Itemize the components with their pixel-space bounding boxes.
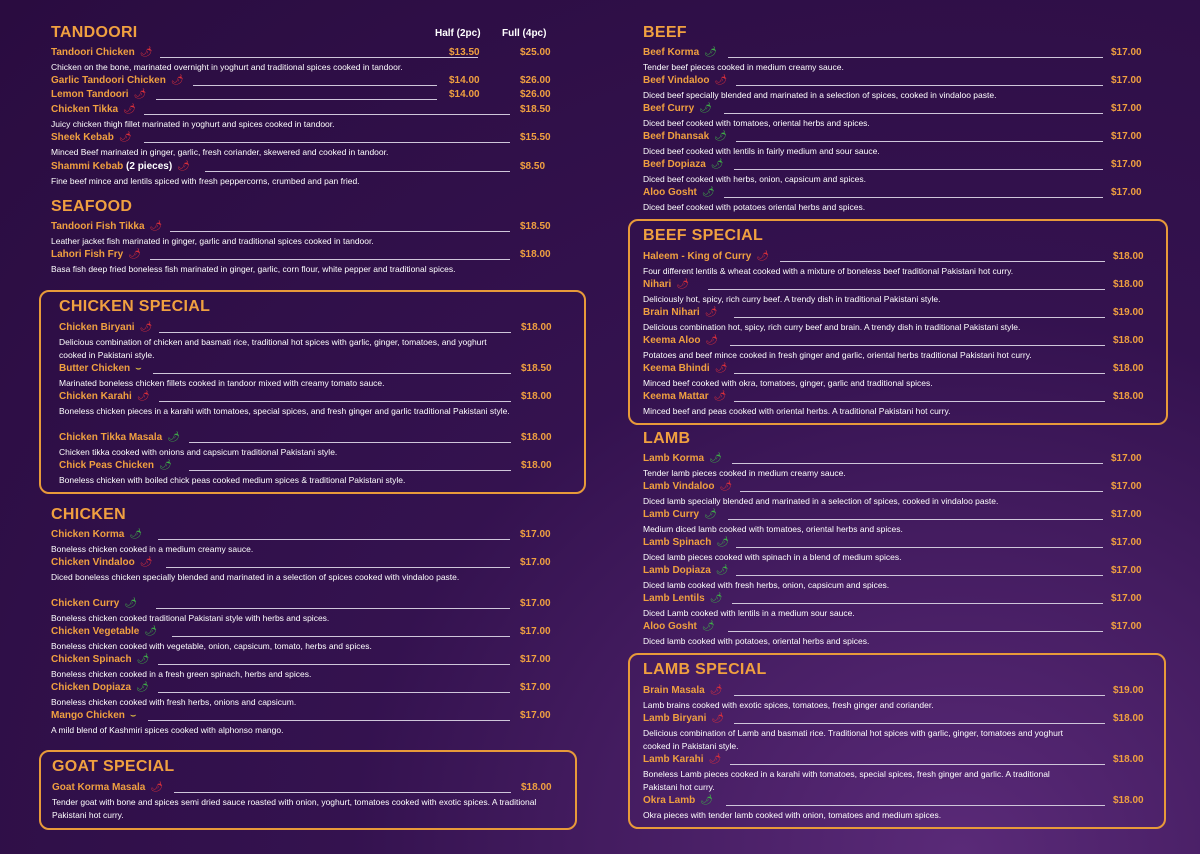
red-chili-icon: 🌶︎ [139, 47, 153, 58]
red-chili-icon: 🌶︎ [177, 161, 190, 172]
item-price: $18.50 [521, 363, 552, 374]
leader-line [170, 231, 510, 232]
item-name: Lamb Korma 🌶︎ [643, 453, 722, 464]
green-chili-icon: 🌶︎ [709, 593, 723, 604]
section-lamb-special [628, 653, 1166, 829]
item-description: Diced boneless chicken specially blended and marinated in a selection of spices cooked with vindaloo paste. [51, 572, 460, 582]
leader-line [728, 631, 1103, 632]
item-price: $19.00 [1113, 307, 1144, 318]
leader-line [736, 141, 1103, 142]
item-price: $18.00 [1113, 335, 1144, 346]
item-description: Marinated boneless chicken fillets cooked in tandoor mixed with creamy tomato sauce. [59, 378, 385, 388]
item-description: Boneless chicken cooked with vegetable, onion, capsicum, tomato, herbs and spices. [51, 641, 372, 651]
item-price: $17.00 [1111, 103, 1142, 114]
item-name: Chicken Vegetable 🌶︎ [51, 626, 158, 637]
item-name: Chicken Tikka 🌶︎ [51, 104, 136, 115]
item-price: $17.00 [1111, 537, 1142, 548]
item-description: Delicious combination hot, spicy, rich curry beef and brain. A trendy dish in traditional Pakistani style. [643, 322, 1021, 332]
item-description: Boneless chicken cooked with fresh herbs, onions and capsicum. [51, 697, 297, 707]
section-chicken [40, 506, 585, 741]
section-goat-special [39, 750, 577, 830]
leader-line [205, 171, 510, 172]
item-description: Chicken on the bone, marinated overnight in yoghurt and traditional spices cooked in tandoor. [51, 62, 403, 72]
item-description: Basa fish deep fried boneless fish marinated in ginger, garlic, corn flour, white pepper and traditional spices. [51, 264, 456, 274]
leader-line [158, 692, 510, 693]
leader-line [728, 519, 1103, 520]
leader-line [189, 470, 511, 471]
item-price: $18.00 [1113, 363, 1144, 374]
item-description: Diced beef cooked with potatoes oriental herbs and spices. [643, 202, 866, 212]
green-chili-icon: 🌶︎ [714, 131, 727, 142]
item-name: Nihari 🌶︎ [643, 279, 690, 290]
item-description: Tender lamb pieces cooked in medium creamy sauce. [643, 468, 846, 478]
green-chili-icon: 🌶︎ [700, 795, 713, 806]
item-name: Chicken Curry 🌶︎ [51, 598, 138, 609]
item-price: $18.00 [1113, 279, 1144, 290]
item-description: Boneless Lamb pieces cooked in a karahi with tomatoes, special spices, fresh ginger and garlic. A traditional Pakistani hot curry. [643, 769, 1050, 792]
item-name: Beef Korma 🌶︎ [643, 47, 717, 58]
item-name: Keema Aloo 🌶︎ [643, 335, 719, 346]
leader-line [150, 259, 510, 260]
section-lamb [628, 430, 1168, 645]
leader-line [166, 567, 510, 568]
leader-line [734, 401, 1105, 402]
red-chili-icon: 🌶︎ [704, 307, 718, 318]
item-description: Diced beef specially blended and marinated in a selection of spices, cooked in vindaloo paste. [643, 90, 997, 100]
red-chili-icon: 🌶︎ [711, 713, 725, 724]
item-description: Diced lamb cooked with potatoes, oriental herbs and spices. [643, 636, 870, 646]
leader-line [148, 720, 510, 721]
leader-line [726, 805, 1105, 806]
red-chili-icon: 🌶︎ [705, 335, 719, 346]
item-name: Okra Lamb 🌶︎ [643, 795, 713, 806]
red-chili-icon: 🌶︎ [714, 75, 728, 86]
green-chili-icon: 🌶︎ [167, 432, 180, 443]
item-description: Okra pieces with tender lamb cooked with onion, tomatoes and medium spices. [643, 810, 942, 820]
item-description: Leather jacket fish marinated in ginger, garlic and traditional spices cooked in tandoor. [51, 236, 374, 246]
item-price: $18.00 [521, 391, 552, 402]
item-price: $17.00 [520, 682, 551, 693]
item-description: Diced lamb specially blended and marinated in a selection of spices, cooked in vindaloo paste. [643, 496, 999, 506]
item-description: Diced beef cooked with tomatoes, oriental herbs and spices. [643, 118, 870, 128]
item-description: Minced beef cooked with okra, tomatoes, ginger, garlic and traditional spices. [643, 378, 933, 388]
item-price: $18.00 [1113, 795, 1144, 806]
item-name: Beef Dopiaza 🌶︎ [643, 159, 724, 170]
red-chili-icon: 🌶︎ [170, 75, 184, 86]
half-full-headers [435, 28, 595, 42]
green-chili-icon: 🌶︎ [704, 509, 717, 520]
item-name: Sheek Kebab 🌶︎ [51, 132, 132, 143]
item-name: Haleem - King of Curry 🌶︎ [643, 251, 770, 262]
item-description: Boneless chicken with boiled chick peas cooked medium spices & traditional Pakistani style. [59, 475, 406, 485]
red-chili-icon: 🌶︎ [708, 754, 722, 765]
item-price: $18.00 [1113, 713, 1144, 724]
item-price: $18.00 [1113, 251, 1144, 262]
item-description: Four different lentils & wheat cooked with a mixture of boneless beef traditional Pakistani hot curry. [643, 266, 1014, 276]
green-chili-icon: 🌶︎ [129, 529, 143, 540]
item-name: Lamb Spinach 🌶︎ [643, 537, 730, 548]
item-price: $18.00 [1113, 754, 1144, 765]
item-price: $19.00 [1113, 685, 1144, 696]
item-name: Beef Vindaloo 🌶︎ [643, 75, 728, 86]
item-name: Keema Mattar 🌶︎ [643, 391, 727, 402]
section-title: BEEF [643, 24, 687, 41]
green-chili-icon: 🌶︎ [124, 598, 138, 609]
item-name: Mango Chicken ⌣ [51, 710, 137, 721]
item-price: $18.50 [520, 104, 551, 115]
item-price: $18.50 [520, 221, 551, 232]
leader-line [728, 57, 1103, 58]
mango-icon: ⌣ [135, 363, 142, 374]
item-description: Medium diced lamb cooked with tomatoes, oriental herbs and spices. [643, 524, 903, 534]
item-description: Juicy chicken thigh fillet marinated in yoghurt and spices cooked in tandoor. [51, 119, 335, 129]
item-description: Delicious combination of chicken and basmati rice, traditional hot spices with garlic, ginger, tomatoes, and yoghurt cooked in Pakistani style. [59, 337, 487, 360]
section-title: TANDOORI [51, 24, 138, 41]
item-description: Minced beef and peas cooked with oriental herbs. A traditional Pakistani hot curry. [643, 406, 951, 416]
leader-line [159, 332, 511, 333]
item-description: Diced lamb cooked with fresh herbs, onion, capsicum and spices. [643, 580, 890, 590]
item-name: Beef Dhansak 🌶︎ [643, 131, 727, 142]
red-chili-icon: 🌶︎ [756, 251, 770, 262]
leader-line [736, 85, 1103, 86]
item-price: $17.00 [1111, 509, 1142, 520]
item-name: Chicken Vindaloo 🌶︎ [51, 557, 153, 568]
item-description: Diced beef cooked with herbs, onion, capsicum and spices. [643, 174, 867, 184]
item-price: $17.00 [1111, 621, 1142, 632]
green-chili-icon: 🌶︎ [701, 621, 715, 632]
leader-line [156, 608, 510, 609]
item-name: Chicken Tikka Masala 🌶︎ [59, 432, 180, 443]
half-header: Half (2pc) [435, 28, 481, 39]
leader-line [156, 99, 437, 100]
red-chili-icon: 🌶︎ [676, 279, 690, 290]
item-name: Chicken Spinach 🌶︎ [51, 654, 150, 665]
item-name: Shammi Kebab (2 pieces) 🌶︎ [51, 161, 190, 172]
section-tandoori [40, 24, 585, 194]
leader-line [734, 169, 1103, 170]
red-chili-icon: 🌶︎ [709, 685, 723, 696]
leader-line [732, 603, 1103, 604]
green-chili-icon: 🌶︎ [716, 537, 730, 548]
item-name: Lamb Karahi 🌶︎ [643, 754, 722, 765]
leader-line [144, 114, 510, 115]
item-price: $17.00 [1111, 187, 1142, 198]
item-price: $18.00 [1113, 391, 1144, 402]
item-description: Deliciously hot, spicy, rich curry beef. A trendy dish in traditional Pakistani style. [643, 294, 941, 304]
item-description: Lamb brains cooked with exotic spices, tomatoes, fresh ginger and coriander. [643, 700, 934, 710]
leader-line [158, 539, 510, 540]
full-header: Full (4pc) [502, 28, 547, 39]
item-name: Keema Bhindi 🌶︎ [643, 363, 728, 374]
item-price: $18.00 [521, 322, 552, 333]
red-chili-icon: 🌶︎ [136, 391, 150, 402]
green-chili-icon: 🌶︎ [159, 460, 172, 471]
item-description: Boneless chicken cooked in a medium creamy sauce. [51, 544, 254, 554]
item-price: $17.00 [520, 626, 551, 637]
item-description: Boneless chicken pieces in a karahi with tomatoes, special spices, and fresh ginger and garlic traditional Pakistani style. [59, 406, 510, 416]
item-price: $17.00 [520, 598, 551, 609]
item-description: Tender goat with bone and spices semi dried sauce roasted with onion, yoghurt, tomatoes cooked with exotic spices. A traditional Pakistani hot curry. [52, 797, 537, 820]
item-price: $18.00 [521, 782, 552, 793]
item-description: Diced beef cooked with lentils in fairly medium and sour sauce. [643, 146, 880, 156]
item-price-full: $26.00 [520, 75, 551, 86]
item-price-half: $13.50 [449, 47, 480, 58]
item-name: Chicken Karahi 🌶︎ [59, 391, 150, 402]
leader-line [172, 636, 510, 637]
green-chili-icon: 🌶︎ [701, 187, 715, 198]
green-chili-icon: 🌶︎ [704, 47, 717, 58]
section-beef-special [628, 219, 1168, 425]
item-name: Butter Chicken ⌣ [59, 363, 142, 374]
red-chili-icon: 🌶︎ [118, 132, 132, 143]
item-price: $17.00 [1111, 159, 1142, 170]
red-chili-icon: 🌶︎ [149, 221, 163, 232]
item-price: $17.00 [520, 529, 551, 540]
item-description: Boneless chicken cooked in a fresh green spinach, herbs and spices. [51, 669, 312, 679]
item-price-half: $14.00 [449, 75, 480, 86]
section-seafood [40, 198, 585, 278]
item-price: $17.00 [1111, 131, 1142, 142]
item-price: $17.00 [1111, 481, 1142, 492]
item-description: Tender beef pieces cooked in medium creamy sauce. [643, 62, 844, 72]
green-chili-icon: 🌶︎ [144, 626, 158, 637]
item-price: $17.00 [520, 557, 551, 568]
red-chili-icon: 🌶︎ [139, 322, 153, 333]
leader-line [153, 373, 511, 374]
item-description: Diced lamb pieces cooked with spinach in a blend of medium spices. [643, 552, 902, 562]
leader-line [740, 491, 1103, 492]
item-name: Aloo Gosht 🌶︎ [643, 621, 715, 632]
item-price: $17.00 [520, 654, 551, 665]
item-description: Potatoes and beef mince cooked in fresh ginger and garlic, oriental herbs traditional Pakistani hot curry. [643, 350, 1032, 360]
leader-line [734, 723, 1105, 724]
item-name: Lamb Curry 🌶︎ [643, 509, 717, 520]
item-name: Chicken Korma 🌶︎ [51, 529, 143, 540]
leader-line [174, 792, 511, 793]
item-price: $18.00 [521, 460, 552, 471]
leader-line [158, 664, 510, 665]
green-chili-icon: 🌶︎ [715, 565, 729, 576]
red-chili-icon: 🌶︎ [123, 104, 136, 115]
item-name: Chicken Biryani 🌶︎ [59, 322, 153, 333]
red-chili-icon: 🌶︎ [713, 391, 727, 402]
item-description: Minced Beef marinated in ginger, garlic, fresh coriander, skewered and cooked in tandoor. [51, 147, 389, 157]
section-title: CHICKEN SPECIAL [59, 298, 211, 315]
green-chili-icon: 🌶︎ [136, 654, 150, 665]
item-name: Tandoori Chicken 🌶︎ [51, 47, 153, 58]
section-title: SEAFOOD [51, 198, 133, 215]
item-price-half: $14.00 [449, 89, 480, 100]
red-chili-icon: 🌶︎ [150, 782, 164, 793]
item-description: Diced Lamb cooked with lentils in a medium sour sauce. [643, 608, 855, 618]
item-price: $17.00 [1111, 75, 1142, 86]
item-name: Tandoori Fish Tikka 🌶︎ [51, 221, 163, 232]
leader-line [160, 57, 478, 58]
leader-line [780, 261, 1105, 262]
leader-line [730, 345, 1105, 346]
item-name: Lamb Lentils 🌶︎ [643, 593, 723, 604]
item-price: $17.00 [1111, 593, 1142, 604]
section-title: LAMB SPECIAL [643, 661, 767, 678]
item-name: Brain Masala 🌶︎ [643, 685, 723, 696]
item-price: $17.00 [1111, 565, 1142, 576]
item-price: $18.00 [520, 249, 551, 260]
item-name: Lahori Fish Fry 🌶︎ [51, 249, 141, 260]
green-chili-icon: 🌶︎ [136, 682, 149, 693]
section-title: CHICKEN [51, 506, 126, 523]
leader-line [193, 85, 437, 86]
section-beef [628, 24, 1168, 214]
item-name: Chick Peas Chicken 🌶︎ [59, 460, 172, 471]
item-name: Chicken Dopiaza 🌶︎ [51, 682, 149, 693]
mango-icon: ⌣ [129, 710, 137, 721]
section-title: BEEF SPECIAL [643, 227, 764, 244]
leader-line [724, 197, 1103, 198]
item-name: Lemon Tandoori 🌶︎ [51, 89, 147, 100]
item-name: Aloo Gosht 🌶︎ [643, 187, 715, 198]
section-chicken-special [39, 290, 586, 494]
item-price: $15.50 [520, 132, 551, 143]
item-price: $8.50 [520, 161, 546, 172]
item-description: Chicken tikka cooked with onions and capsicum traditional Pakistani style. [59, 447, 338, 457]
leader-line [734, 695, 1105, 696]
item-description: Fine beef mince and lentils spiced with fresh peppercorns, crumbed and pan fried. [51, 176, 360, 186]
item-name: Lamb Biryani 🌶︎ [643, 713, 725, 724]
item-name: Beef Curry 🌶︎ [643, 103, 712, 114]
leader-line [732, 463, 1103, 464]
leader-line [708, 289, 1105, 290]
item-name: Garlic Tandoori Chicken 🌶︎ [51, 75, 184, 86]
red-chili-icon: 🌶︎ [128, 249, 141, 260]
item-price: $17.00 [520, 710, 551, 721]
item-description: A mild blend of Kashmiri spices cooked with alphonso mango. [51, 725, 284, 735]
leader-line [159, 401, 511, 402]
item-description: Delicious combination of Lamb and basmati rice. Traditional hot spices with garlic, ginger, tomatoes and yoghurt cooked in Pakistani style. [643, 728, 1064, 751]
section-title: GOAT SPECIAL [52, 758, 175, 775]
red-chili-icon: 🌶︎ [133, 89, 147, 100]
leader-line [734, 317, 1105, 318]
item-name: Lamb Vindaloo 🌶︎ [643, 481, 733, 492]
leader-line [730, 764, 1105, 765]
item-price-full: $25.00 [520, 47, 551, 58]
leader-line [736, 547, 1103, 548]
leader-line [189, 442, 511, 443]
item-price-full: $26.00 [520, 89, 551, 100]
section-title: LAMB [643, 430, 691, 447]
green-chili-icon: 🌶︎ [710, 159, 724, 170]
item-description: Boneless chicken cooked traditional Pakistani style with herbs and spices. [51, 613, 330, 623]
item-name: Goat Korma Masala 🌶︎ [52, 782, 164, 793]
red-chili-icon: 🌶︎ [139, 557, 153, 568]
item-name: Brain Nihari 🌶︎ [643, 307, 718, 318]
leader-line [734, 373, 1105, 374]
leader-line [736, 575, 1103, 576]
item-price: $17.00 [1111, 453, 1142, 464]
red-chili-icon: 🌶︎ [719, 481, 733, 492]
item-price: $18.00 [521, 432, 552, 443]
leader-line [724, 113, 1103, 114]
item-name: Lamb Dopiaza 🌶︎ [643, 565, 729, 576]
leader-line [144, 142, 510, 143]
green-chili-icon: 🌶︎ [709, 453, 722, 464]
item-price: $17.00 [1111, 47, 1142, 58]
red-chili-icon: 🌶︎ [714, 363, 728, 374]
green-chili-icon: 🌶︎ [699, 103, 712, 114]
